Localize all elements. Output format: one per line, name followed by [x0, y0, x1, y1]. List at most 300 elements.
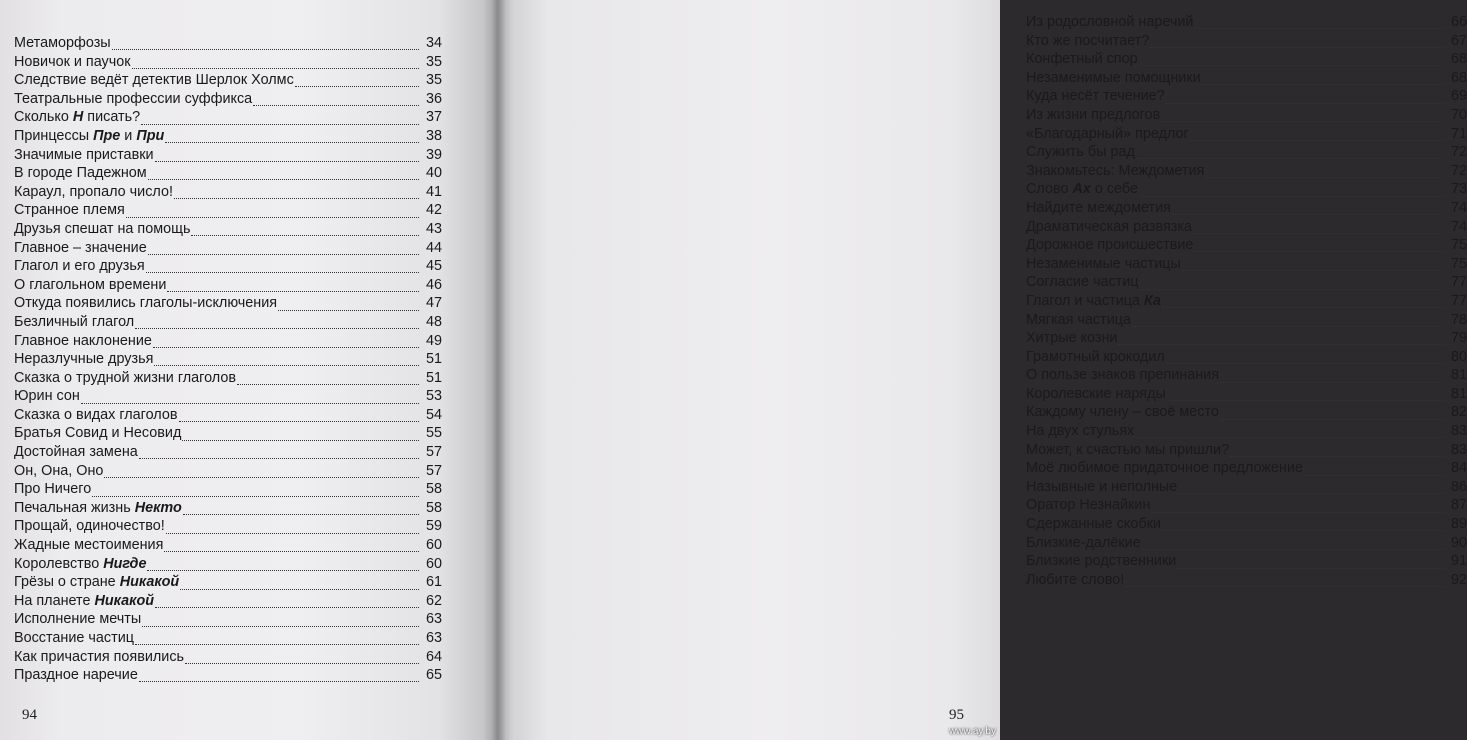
toc-entry-title-part: Следствие ведёт детектив Шерлок Холмс: [14, 72, 294, 89]
toc-entry-title: [14, 146, 154, 165]
toc-entry: [1026, 403, 1467, 422]
toc-entry-title-part: Хитрые козни: [1026, 330, 1118, 347]
toc-entry-title: [14, 443, 138, 462]
toc-entry-page: 82: [1450, 404, 1467, 421]
toc-entry-title: [1026, 13, 1193, 32]
toc-entry-title: [1026, 459, 1303, 478]
toc-entry-page: 67: [1450, 32, 1467, 49]
toc-entry-title-part: Печальная жизнь: [14, 499, 135, 516]
toc-entry-page: 58: [425, 499, 442, 516]
toc-entry-title-part: «Благодарный» предлог: [1026, 125, 1189, 142]
toc-entry: [14, 239, 442, 258]
toc-entry-title-part: Назывные и неполные: [1026, 478, 1178, 495]
toc-entry-title: [1026, 348, 1165, 367]
toc-entry-title: [1026, 106, 1160, 125]
toc-entry-title: [1026, 143, 1135, 162]
toc-leader-dots: [1193, 232, 1444, 234]
toc-entry: [1026, 422, 1467, 441]
toc-entry-title-emphasis: Пре: [93, 127, 121, 144]
toc-entry-title-emphasis: Н: [72, 109, 84, 126]
toc-leader-dots: [1142, 548, 1444, 550]
toc-entry: [14, 183, 442, 202]
book-gutter: [492, 0, 506, 740]
toc-entry-title-part: Метаморфозы: [14, 35, 111, 51]
toc-entry-page: 68: [1450, 69, 1467, 86]
toc-leader-dots: [1161, 120, 1444, 122]
toc-entry: [1026, 180, 1467, 199]
toc-leader-dots: [1202, 83, 1444, 85]
toc-entry-title-part: Оратор Незнайкин: [1026, 497, 1151, 514]
toc-leader-dots: [139, 680, 419, 682]
toc-entry: [1026, 87, 1467, 106]
toc-leader-dots: [148, 178, 419, 180]
toc-entry-title: [1026, 273, 1139, 292]
toc-entry-page: 64: [425, 648, 442, 665]
toc-leader-dots: [1205, 176, 1444, 178]
toc-entry-title: [1026, 69, 1201, 88]
toc-entry-page: 90: [1450, 534, 1467, 551]
toc-leader-dots: [165, 141, 419, 143]
toc-leader-dots: [1178, 492, 1444, 494]
toc-entry-title-part: Каждому члену – своё место: [1026, 404, 1219, 421]
toc-entry-title: [1026, 478, 1177, 497]
toc-leader-dots: [295, 85, 419, 87]
toc-leader-dots: [1162, 529, 1444, 531]
toc-entry: [14, 313, 442, 332]
toc-leader-dots: [1150, 46, 1444, 48]
toc-leader-dots: [179, 420, 420, 422]
toc-entry-title-part: Сказка о видах глаголов: [14, 406, 178, 423]
toc-entry-page: 57: [425, 444, 442, 461]
toc-entry-title: [14, 517, 165, 536]
toc-entry-page: 58: [425, 481, 442, 498]
toc-entry-page: 59: [425, 518, 442, 535]
toc-entry: [1026, 534, 1467, 553]
toc-leader-dots: [81, 402, 419, 404]
toc-leader-dots: [135, 643, 419, 645]
toc-entry-title: [1026, 403, 1219, 422]
toc-entry: [14, 369, 442, 388]
toc-entry-page: 63: [425, 611, 442, 628]
toc-entry-page: 65: [425, 667, 442, 684]
watermark: www.ay.by: [948, 726, 996, 737]
toc-entry-page: 84: [1450, 460, 1467, 477]
toc-entry-title-emphasis: Ка: [1144, 292, 1161, 309]
toc-entry-page: 51: [425, 369, 442, 386]
toc-entry-title-part: писать?: [83, 109, 141, 126]
toc-list-right: [1026, 13, 1467, 589]
toc-entry-title: [14, 406, 178, 425]
toc-entry-title: [1026, 218, 1192, 237]
toc-entry-page: 72: [1450, 144, 1467, 161]
toc-entry-title-part: Как причастия появились: [14, 648, 185, 665]
toc-entry-title: [14, 313, 134, 332]
toc-leader-dots: [237, 383, 419, 385]
toc-entry-title-part: Любите слово!: [1026, 571, 1125, 588]
toc-entry-page: 44: [425, 239, 442, 256]
toc-entry-title: [1026, 552, 1176, 571]
toc-leader-dots: [1172, 213, 1444, 215]
toc-entry-title-part: Откуда появились глаголы-исключения: [14, 295, 278, 312]
toc-entry-page: 45: [425, 258, 442, 275]
toc-entry: [1026, 441, 1467, 460]
toc-entry-page: 55: [425, 425, 442, 442]
toc-leader-dots: [1139, 64, 1444, 66]
toc-entry-page: 51: [425, 351, 442, 368]
toc-entry-title-part: Жадные местоимения: [14, 537, 164, 554]
toc-entry-title-part: Слово: [1026, 181, 1073, 198]
toc-entry: [14, 480, 442, 499]
toc-entry: [14, 276, 442, 295]
toc-leader-dots: [1304, 474, 1444, 476]
toc-entry-title-part: Мягкая частица: [1026, 311, 1132, 328]
toc-entry-page: 79: [1450, 330, 1467, 347]
toc-leader-dots: [104, 476, 419, 478]
toc-entry-title-part: Исполнение мечты: [14, 611, 142, 628]
toc-entry-title-part: Неразлучные друзья: [14, 351, 154, 368]
toc-entry-title: [14, 369, 236, 388]
toc-entry-page: 48: [425, 313, 442, 330]
toc-entry-page: 81: [1450, 385, 1467, 402]
toc-entry-title: [1026, 422, 1134, 441]
toc-entry-page: 40: [425, 165, 442, 182]
toc-entry-title-part: Королевство: [14, 555, 104, 572]
toc-entry-title-part: Незаменимые помощники: [1026, 69, 1201, 86]
toc-entry-title: [14, 34, 111, 53]
toc-entry: [14, 53, 442, 72]
toc-entry-page: 46: [425, 276, 442, 293]
toc-entry: [1026, 515, 1467, 534]
toc-entry-page: 81: [1450, 367, 1467, 384]
toc-entry-page: 83: [1450, 441, 1467, 458]
toc-entry-page: 49: [425, 332, 442, 349]
toc-entry-title-part: Про Ничего: [14, 481, 92, 498]
toc-entry-page: 35: [425, 72, 442, 89]
toc-entry: [14, 499, 442, 518]
toc-entry-title: [14, 239, 147, 258]
toc-entry-title: [14, 71, 294, 90]
toc-leader-dots: [141, 123, 419, 125]
toc-entry: [1026, 50, 1467, 69]
toc-entry-title-part: Из жизни предлогов: [1026, 106, 1161, 123]
toc-entry-page: 68: [1450, 51, 1467, 68]
toc-entry: [14, 108, 442, 127]
toc-entry-title: [14, 592, 154, 611]
toc-entry-title-part: Служить бы рад: [1026, 144, 1135, 161]
toc-entry-title-part: В городе Падежном: [14, 165, 147, 182]
toc-leader-dots: [112, 48, 419, 50]
toc-entry-page: 53: [425, 388, 442, 405]
toc-entry-page: 47: [425, 295, 442, 312]
toc-entry: [14, 610, 442, 629]
toc-entry-page: 72: [1450, 162, 1467, 179]
toc-leader-dots: [1136, 157, 1444, 159]
toc-entry-title: [1026, 441, 1229, 460]
toc-entry-page: 75: [1450, 255, 1467, 272]
toc-entry-title: [14, 610, 141, 629]
toc-entry: [14, 424, 442, 443]
toc-entry-title-part: и: [120, 127, 137, 144]
toc-leader-dots: [126, 216, 419, 218]
toc-entry-page: 80: [1450, 348, 1467, 365]
toc-leader-dots: [148, 253, 419, 255]
toc-entry-title-part: Дорожное происшествие: [1026, 237, 1194, 254]
toc-entry-title: [1026, 385, 1166, 404]
toc-entry-title: [1026, 534, 1141, 553]
toc-entry: [14, 666, 442, 685]
toc-entry: [14, 648, 442, 667]
toc-entry-page: 35: [425, 53, 442, 70]
toc-entry-page: 83: [1450, 423, 1467, 440]
toc-entry-title: [14, 555, 146, 574]
toc-entry-title: [14, 183, 173, 202]
toc-entry-title: [14, 387, 80, 406]
toc-entry: [14, 332, 442, 351]
toc-entry-title-part: Восстание частиц: [14, 630, 134, 646]
toc-entry: [14, 517, 442, 536]
toc-entry-page: 63: [425, 630, 442, 646]
toc-leader-dots: [191, 234, 419, 236]
toc-entry-title: [1026, 87, 1165, 106]
toc-entry-page: 74: [1450, 199, 1467, 216]
toc-entry-title-emphasis: При: [136, 127, 165, 144]
toc-leader-dots: [92, 495, 419, 497]
toc-entry-title-part: Новичок и паучок: [14, 53, 131, 70]
toc-leader-dots: [1140, 288, 1444, 290]
toc-entry: [1026, 143, 1467, 162]
toc-entry-title: [14, 480, 91, 499]
toc-entry-page: 78: [1450, 311, 1467, 328]
toc-leader-dots: [185, 662, 419, 664]
toc-entry-title-emphasis: Никакой: [94, 592, 155, 609]
toc-leader-dots: [1139, 195, 1444, 197]
toc-entry-title-part: Достойная замена: [14, 444, 138, 461]
toc-entry-page: 60: [425, 555, 442, 572]
toc-entry-page: 86: [1450, 478, 1467, 495]
toc-entry-title: [14, 629, 134, 648]
toc-entry-title-part: Главное – значение: [14, 239, 147, 256]
toc-entry-title: [14, 424, 181, 443]
toc-leader-dots: [1167, 399, 1444, 401]
toc-entry: [14, 127, 442, 146]
toc-entry-page: 75: [1450, 237, 1467, 254]
toc-entry-title-part: Друзья спешат на помощь: [14, 220, 191, 237]
toc-entry-title: [14, 462, 103, 481]
toc-leader-dots: [182, 439, 419, 441]
toc-entry-page: 41: [425, 183, 442, 200]
toc-leader-dots: [146, 271, 419, 273]
toc-leader-dots: [1132, 325, 1444, 327]
toc-entry-title-part: Странное племя: [14, 202, 125, 219]
toc-entry-title-part: Конфетный спор: [1026, 51, 1138, 68]
toc-entry-title-part: Главное наклонение: [14, 332, 152, 349]
toc-leader-dots: [153, 346, 419, 348]
toc-leader-dots: [147, 569, 419, 571]
page-number-right: 95: [949, 707, 964, 723]
toc-entry-title-part: Сдержанные скобки: [1026, 516, 1161, 533]
toc-entry-title-part: Королевские наряды: [1026, 385, 1166, 402]
left-page: [0, 0, 498, 740]
toc-entry: [14, 34, 442, 53]
toc-leader-dots: [139, 457, 419, 459]
toc-entry-page: 77: [1450, 292, 1467, 309]
toc-entry-title-part: Праздное наречие: [14, 667, 138, 684]
toc-leader-dots: [1190, 139, 1444, 141]
toc-entry-title: [14, 573, 179, 592]
toc-entry-title-part: Близкие родственники: [1026, 553, 1177, 570]
toc-entry: [1026, 459, 1467, 478]
toc-leader-dots: [180, 588, 419, 590]
toc-entry-page: 42: [425, 202, 442, 219]
toc-entry-title-part: Значимые приставки: [14, 146, 154, 163]
toc-entry: [1026, 32, 1467, 51]
toc-entry-page: 62: [425, 592, 442, 609]
toc-leader-dots: [278, 309, 419, 311]
toc-entry-title: [14, 276, 166, 295]
toc-entry-title: [14, 127, 164, 146]
toc-entry-title: [14, 350, 153, 369]
toc-entry-title: [1026, 32, 1149, 51]
toc-entry-page: 70: [1450, 106, 1467, 123]
toc-entry-title: [14, 332, 152, 351]
toc-entry-page: 37: [425, 109, 442, 126]
toc-entry-title-part: Безличный глагол: [14, 313, 135, 330]
toc-entry: [14, 443, 442, 462]
toc-entry: [1026, 162, 1467, 181]
toc-entry-title-part: Близкие-далёкие: [1026, 534, 1141, 551]
toc-entry-title: [1026, 50, 1138, 69]
toc-leader-dots: [154, 364, 419, 366]
toc-entry-title-part: о себе: [1090, 181, 1138, 198]
toc-leader-dots: [1182, 269, 1444, 271]
toc-entry-title: [1026, 515, 1161, 534]
toc-entry-page: 60: [425, 537, 442, 554]
toc-list-left: [14, 34, 442, 685]
toc-entry: [14, 406, 442, 425]
toc-leader-dots: [1177, 567, 1444, 569]
toc-entry: [14, 201, 442, 220]
toc-entry: [1026, 385, 1467, 404]
toc-entry-page: 54: [425, 406, 442, 423]
toc-entry-title-emphasis: Некто: [134, 499, 182, 516]
toc-entry-title-part: Караул, пропало число!: [14, 183, 173, 200]
toc-entry: [1026, 199, 1467, 218]
toc-leader-dots: [1194, 250, 1444, 252]
toc-entry: [14, 350, 442, 369]
toc-entry-title-part: Незаменимые частицы: [1026, 255, 1181, 272]
toc-entry-title-part: О пользе знаков препинания: [1026, 367, 1220, 384]
toc-entry: [1026, 273, 1467, 292]
toc-entry-title-emphasis: Ах: [1072, 181, 1091, 198]
toc-entry-title: [1026, 180, 1138, 199]
toc-leader-dots: [1162, 306, 1444, 308]
toc-entry: [1026, 311, 1467, 330]
toc-entry-title: [1026, 255, 1181, 274]
toc-leader-dots: [1166, 362, 1444, 364]
toc-entry-page: 89: [1450, 516, 1467, 533]
toc-entry-title: [1026, 162, 1204, 181]
toc-entry: [1026, 13, 1467, 32]
toc-entry-page: 71: [1450, 125, 1467, 142]
toc-leader-dots: [1220, 381, 1444, 383]
toc-entry-title-part: Грёзы о стране: [14, 574, 120, 591]
toc-entry-title-part: Из родословной наречий: [1026, 14, 1194, 30]
toc-entry: [14, 555, 442, 574]
toc-entry: [1026, 571, 1467, 590]
page-number-left: 94: [22, 707, 37, 723]
toc-leader-dots: [132, 67, 419, 69]
toc-leader-dots: [183, 513, 419, 515]
toc-entry: [1026, 478, 1467, 497]
toc-entry: [14, 387, 442, 406]
toc-leader-dots: [135, 327, 419, 329]
toc-entry: [1026, 292, 1467, 311]
toc-entry-page: 36: [425, 90, 442, 107]
toc-entry-title: [1026, 329, 1117, 348]
toc-entry-title: [14, 499, 182, 518]
toc-entry-title-part: Принцессы: [14, 127, 94, 144]
toc-entry-title: [1026, 125, 1189, 144]
toc-entry-title-emphasis: Никакой: [119, 574, 180, 591]
toc-entry-title-emphasis: Нигде: [103, 555, 147, 572]
toc-entry: [14, 629, 442, 648]
toc-entry-title: [1026, 311, 1131, 330]
toc-leader-dots: [1166, 102, 1444, 104]
toc-entry-page: 74: [1450, 218, 1467, 235]
toc-entry-page: 39: [425, 146, 442, 163]
toc-entry: [1026, 125, 1467, 144]
toc-entry-page: 73: [1450, 181, 1467, 198]
toc-leader-dots: [1118, 343, 1444, 345]
toc-entry: [1026, 106, 1467, 125]
toc-leader-dots: [1194, 27, 1444, 29]
toc-entry: [14, 592, 442, 611]
toc-entry: [14, 294, 442, 313]
toc-entry: [14, 71, 442, 90]
toc-entry-title-part: Братья Совид и Несовид: [14, 425, 182, 442]
toc-entry: [14, 220, 442, 239]
toc-entry-page: 91: [1450, 553, 1467, 570]
toc-entry: [1026, 329, 1467, 348]
toc-entry: [14, 146, 442, 165]
toc-leader-dots: [166, 532, 419, 534]
toc-entry: [1026, 366, 1467, 385]
toc-entry-title-part: Он, Она, Оно: [14, 462, 104, 479]
toc-entry: [1026, 552, 1467, 571]
toc-entry-title-part: Куда несёт течение?: [1026, 88, 1165, 105]
toc-entry-title-part: Знакомьтесь: Междометия: [1026, 162, 1205, 179]
toc-leader-dots: [174, 197, 419, 199]
toc-entry-page: 43: [425, 220, 442, 237]
toc-leader-dots: [1220, 418, 1444, 420]
toc-entry: [14, 573, 442, 592]
toc-leader-dots: [253, 104, 419, 106]
toc-entry-title-part: На двух стульях: [1026, 423, 1135, 440]
toc-entry: [1026, 255, 1467, 274]
toc-entry-title: [14, 220, 190, 239]
toc-entry-title-part: Моё любимое придаточное предложение: [1026, 460, 1303, 477]
toc-entry-title-part: Глагол и его друзья: [14, 258, 145, 275]
toc-entry: [1026, 69, 1467, 88]
toc-entry-title-part: Прощай, одиночество!: [14, 518, 165, 535]
toc-entry: [1026, 218, 1467, 237]
toc-entry-title-part: Кто же посчитает?: [1026, 32, 1150, 49]
toc-entry-page: 57: [425, 462, 442, 479]
toc-entry-title-part: Найдите междометия: [1026, 199, 1171, 216]
toc-entry-page: 61: [425, 574, 442, 591]
toc-entry-title-part: На планете: [14, 592, 95, 609]
toc-entry-title: [14, 164, 147, 183]
